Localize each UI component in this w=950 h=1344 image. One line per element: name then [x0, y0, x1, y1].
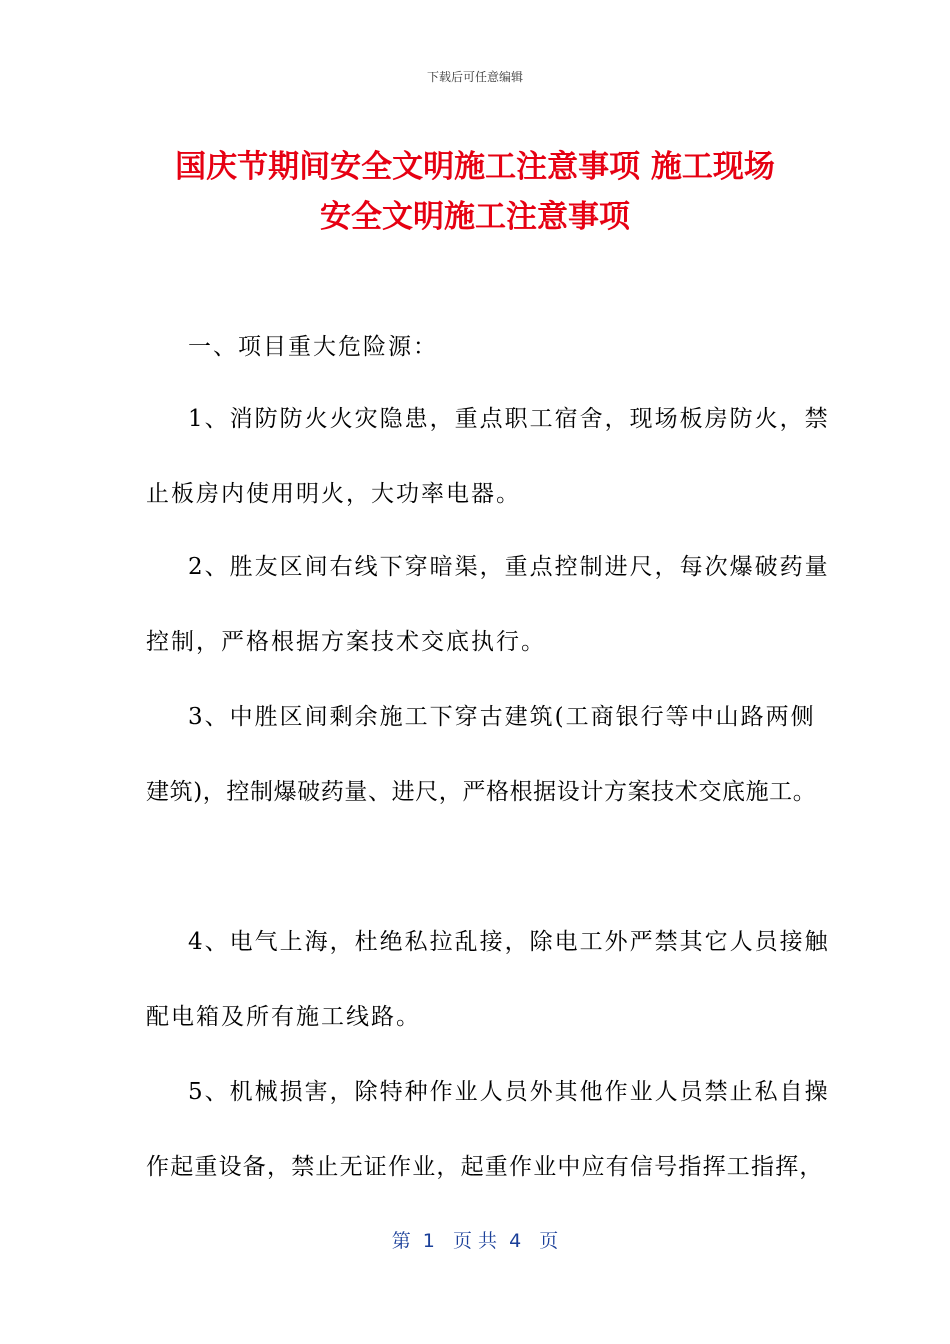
item-1-line-1: 1、消防防火火灾隐患，重点职工宿舍，现场板房防火，禁	[188, 406, 830, 432]
header-note: 下载后可任意编辑	[426, 70, 523, 84]
item-4-line-2: 配电箱及所有施工线路。	[146, 1004, 421, 1030]
item-5-line-2: 作起重设备，禁止无证作业，起重作业中应有信号指挥工指挥，	[146, 1154, 824, 1180]
document-title	[60, 142, 890, 242]
item-5-line-1: 5、机械损害，除特种作业人员外其他作业人员禁止私自操	[188, 1079, 830, 1105]
item-2-line-2: 控制，严格根据方案技术交底执行。	[146, 629, 546, 655]
item-3-line-2: 建筑)，控制爆破药量、进尺，严格根据设计方案技术交底施工。	[146, 779, 817, 805]
item-1-line-2: 止板房内使用明火，大功率电器。	[146, 481, 521, 507]
title-line-1: 国庆节期间安全文明施工注意事项 施工现场	[175, 149, 775, 185]
item-4-line-1: 4、电气上海，杜绝私拉乱接，除电工外严禁其它人员接触	[188, 929, 830, 955]
title-line-2: 安全文明施工注意事项	[320, 199, 630, 235]
page-footer: 第 1 页 共 4 页	[391, 1230, 559, 1252]
item-3-line-1: 3、中胜区间剩余施工下穿古建筑(工商银行等中山路两侧	[188, 704, 816, 730]
section-heading: 一、项目重大危险源：	[188, 334, 438, 360]
item-2-line-1: 2、胜友区间右线下穿暗渠，重点控制进尺，每次爆破药量	[188, 554, 830, 580]
